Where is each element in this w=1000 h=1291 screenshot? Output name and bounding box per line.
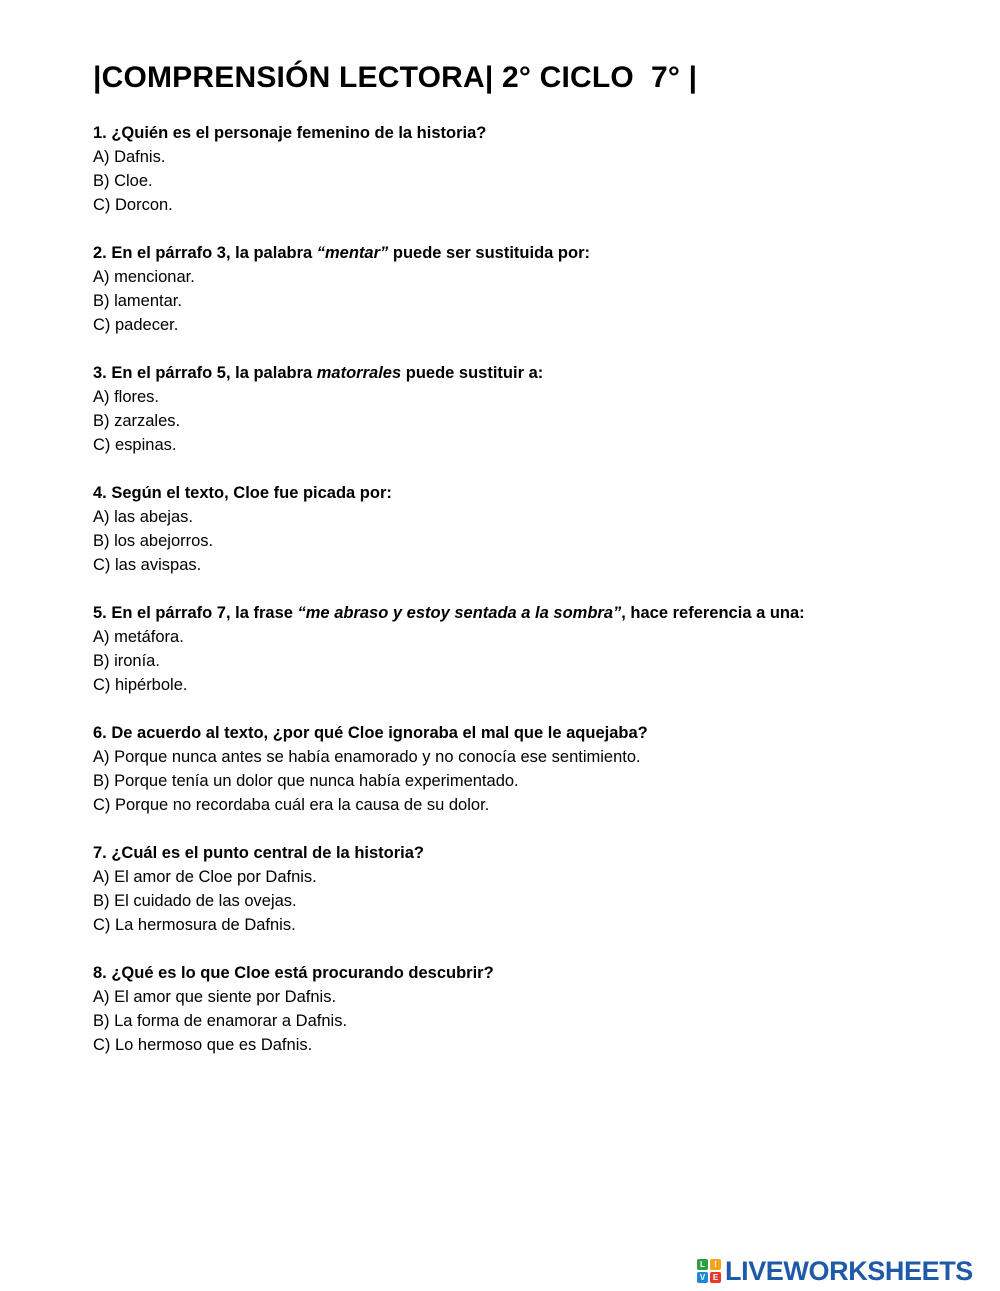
page-title: |COMPRENSIÓN LECTORA| 2° CICLO 7° | <box>93 61 698 94</box>
option-c: C) las avispas. <box>93 556 202 574</box>
option-a: A) las abejas. <box>93 508 193 526</box>
option-c: C) espinas. <box>93 436 177 454</box>
question-text <box>93 361 973 385</box>
question-1 <box>93 121 973 217</box>
question-text <box>93 841 973 865</box>
liveworksheets-logo <box>697 1256 973 1286</box>
logo-block: V <box>697 1272 708 1283</box>
option-b: B) La forma de enamorar a Dafnis. <box>93 1012 348 1030</box>
question-text-part: puede ser sustituida por: <box>388 244 590 262</box>
question-6 <box>93 721 973 817</box>
option-b: B) El cuidado de las ovejas. <box>93 892 297 910</box>
question-2 <box>93 241 973 337</box>
option-b: B) Cloe. <box>93 172 153 190</box>
question-text-part: 7. ¿Cuál es el punto central de la historia? <box>93 844 424 862</box>
option-c: C) Porque no recordaba cuál era la causa de su dolor. <box>93 796 490 814</box>
question-text-part: 6. De acuerdo al texto, ¿por qué Cloe ignoraba el mal que le aquejaba? <box>93 724 648 742</box>
question-text-italic: matorrales <box>316 364 402 382</box>
option-c: C) Lo hermoso que es Dafnis. <box>93 1036 313 1054</box>
question-text <box>93 241 973 265</box>
option-a: A) El amor que siente por Dafnis. <box>93 988 337 1006</box>
logo-block: I <box>710 1259 721 1270</box>
option-c: C) Dorcon. <box>93 196 173 214</box>
question-text <box>93 721 973 745</box>
option-b: B) lamentar. <box>93 292 182 310</box>
question-text <box>93 121 973 145</box>
logo-text: LIVEWORKSHEETS <box>725 1256 973 1286</box>
question-text-part: puede sustituir a: <box>401 364 544 382</box>
question-list <box>93 121 973 1081</box>
logo-blocks-icon <box>697 1259 721 1283</box>
question-5 <box>93 601 973 697</box>
question-text-italic: “mentar” <box>316 244 389 262</box>
option-b: B) zarzales. <box>93 412 181 430</box>
question-8 <box>93 961 973 1057</box>
option-a: A) metáfora. <box>93 628 184 646</box>
question-text <box>93 601 973 625</box>
logo-block: L <box>697 1259 708 1270</box>
question-text-part: 3. En el párrafo 5, la palabra <box>93 364 317 382</box>
option-c: C) hipérbole. <box>93 676 188 694</box>
question-7 <box>93 841 973 937</box>
question-text <box>93 961 973 985</box>
question-text-part: , hace referencia a una: <box>621 604 805 622</box>
question-3 <box>93 361 973 457</box>
option-a: A) Porque nunca antes se había enamorado y no conocía ese sentimiento. <box>93 748 641 766</box>
option-a: A) flores. <box>93 388 160 406</box>
question-text-italic: “me abraso y estoy sentada a la sombra” <box>297 604 622 622</box>
question-4 <box>93 481 973 577</box>
question-text <box>93 481 973 505</box>
option-b: B) Porque tenía un dolor que nunca había experimentado. <box>93 772 519 790</box>
logo-block: E <box>710 1272 721 1283</box>
option-b: B) los abejorros. <box>93 532 214 550</box>
option-c: C) padecer. <box>93 316 179 334</box>
question-text-part: 5. En el párrafo 7, la frase <box>93 604 298 622</box>
question-text-part: 1. ¿Quién es el personaje femenino de la historia? <box>93 124 487 142</box>
option-a: A) mencionar. <box>93 268 195 286</box>
option-a: A) El amor de Cloe por Dafnis. <box>93 868 317 886</box>
option-c: C) La hermosura de Dafnis. <box>93 916 296 934</box>
question-text-part: 2. En el párrafo 3, la palabra <box>93 244 317 262</box>
option-a: A) Dafnis. <box>93 148 166 166</box>
option-b: B) ironía. <box>93 652 160 670</box>
question-text-part: 4. Según el texto, Cloe fue picada por: <box>93 484 392 502</box>
question-text-part: 8. ¿Qué es lo que Cloe está procurando descubrir? <box>93 964 494 982</box>
